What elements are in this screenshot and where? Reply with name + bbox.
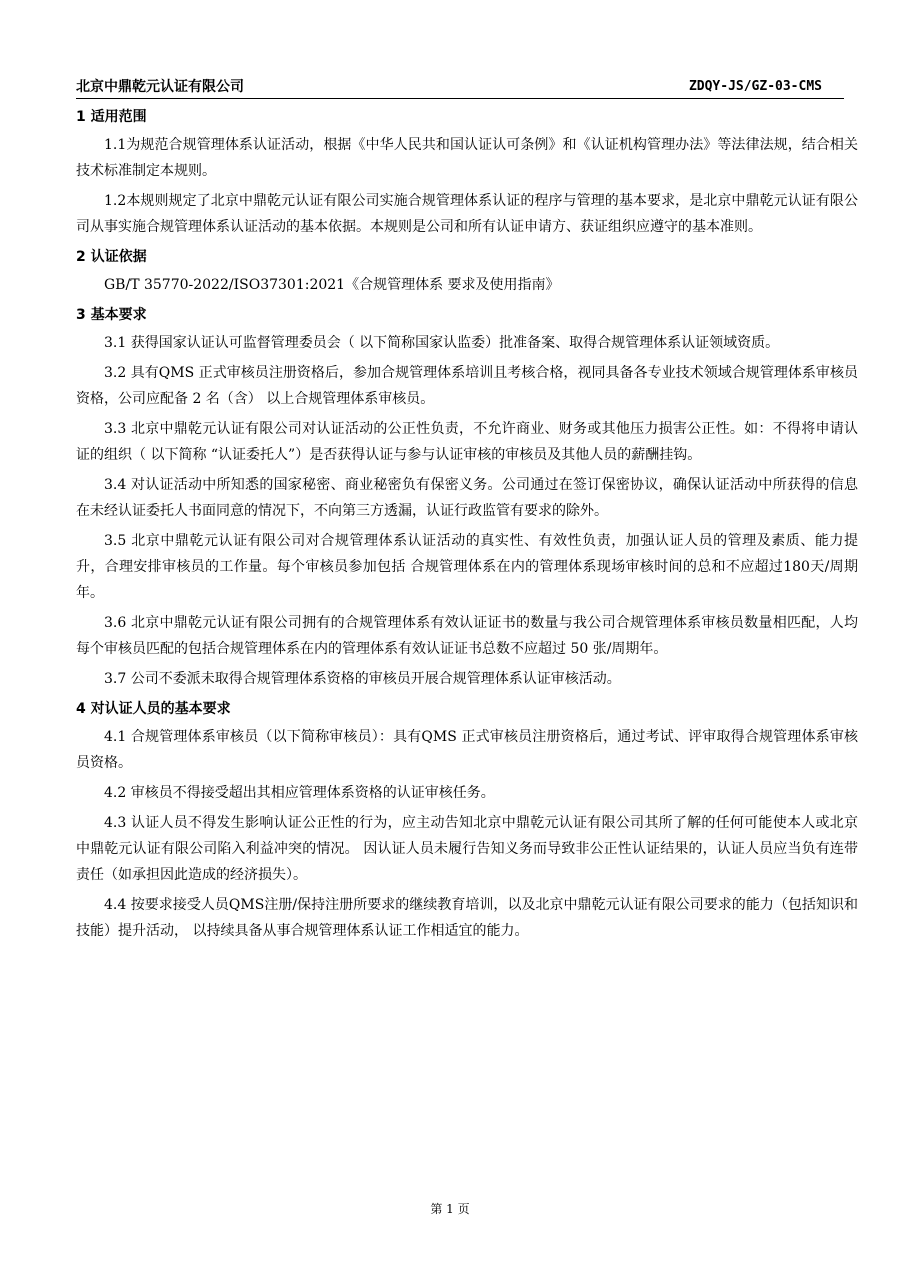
paragraph: 3.6 北京中鼎乾元认证有限公司拥有的合规管理体系有效认证证书的数量与我公司合规管理体系审核员数量相匹配，人均每个审核员匹配的包括合规管理体系在内的管理体系有效认证证书总数不应超过 50 张/周期年。 [76,615,858,657]
paragraph: 3.3 北京中鼎乾元认证有限公司对认证活动的公正性负责，不允许商业、财务或其他压力损害公正性。如：不得将申请认证的组织（ 以下简称 “认证委托人”）是否获得认证与参与认证审核的审核员及其他人员的薪酬挂钩。 [76,421,858,463]
document-code: ZDQY-JS/GZ-03-CMS [688,79,822,94]
page-header [76,78,844,99]
paragraph: 1.2本规则规定了北京中鼎乾元认证有限公司实施合规管理体系认证的程序与管理的基本要求，是北京中鼎乾元认证有限公司从事实施合规管理体系认证活动的基本依据。本规则是公司和所有认证申请方、获证组织应遵守的基本准则。 [76,193,858,235]
section-heading: 2 认证依据 [76,249,147,265]
paragraph: GB/T 35770-2022/ISO37301:2021《合规管理体系 要求及使用指南》 [104,277,560,293]
paragraph: 3.5 北京中鼎乾元认证有限公司对合规管理体系认证活动的真实性、有效性负责，加强认证人员的管理及素质、能力提升，合理安排审核员的工作量。每个审核员参加包括 合规管理体系在内的管理体系现场审核时间的总和不应超过180天/周期年。 [76,533,858,601]
section-heading: 3 基本要求 [76,307,147,323]
paragraph: 3.7 公司不委派未取得合规管理体系资格的审核员开展合规管理体系认证审核活动。 [104,671,621,687]
page-number: 第 1 页 [430,1202,470,1216]
paragraph: 4.1 合规管理体系审核员（以下简称审核员）：具有QMS 正式审核员注册资格后，通过考试、评审取得合规管理体系审核员资格。 [76,729,858,771]
paragraph: 4.4 按要求接受人员QMS注册/保持注册所要求的继续教育培训，以及北京中鼎乾元认证有限公司要求的能力（包括知识和技能）提升活动， 以持续具备从事合规管理体系认证工作相适宜的能力。 [76,897,858,939]
paragraph: 3.2 具有QMS 正式审核员注册资格后，参加合规管理体系培训且考核合格，视同具备各专业技术领域合规管理体系审核员资格，公司应配备 2 名（含） 以上合规管理体系审核员。 [76,365,858,407]
paragraph: 4.2 审核员不得接受超出其相应管理体系资格的认证审核任务。 [104,785,495,801]
section-heading: 1 适用范围 [76,109,147,125]
section-heading: 4 对认证人员的基本要求 [76,701,231,717]
paragraph: 3.4 对认证活动中所知悉的国家秘密、商业秘密负有保密义务。公司通过在签订保密协议，确保认证活动中所获得的信息在未经认证委托人书面同意的情况下，不向第三方透漏，认证行政监管有要求的除外。 [76,477,858,519]
company-name: 北京中鼎乾元认证有限公司 [76,79,244,95]
paragraph: 4.3 认证人员不得发生影响认证公正性的行为，应主动告知北京中鼎乾元认证有限公司其所了解的任何可能使本人或北京中鼎乾元认证有限公司陷入利益冲突的情况。 因认证人员未履行告知义务而导致非公正性认证结果的，认证人员应当负有连带责任（如承担因此造成的经济损失）。 [76,815,858,883]
document-body [76,104,858,948]
paragraph: 3.1 获得国家认证认可监督管理委员会（ 以下简称国家认监委）批准备案、取得合规管理体系认证领域资质。 [104,335,780,351]
paragraph: 1.1为规范合规管理体系认证活动，根据《中华人民共和国认证认可条例》和《认证机构管理办法》等法律法规，结合相关技术标准制定本规则。 [76,137,858,179]
